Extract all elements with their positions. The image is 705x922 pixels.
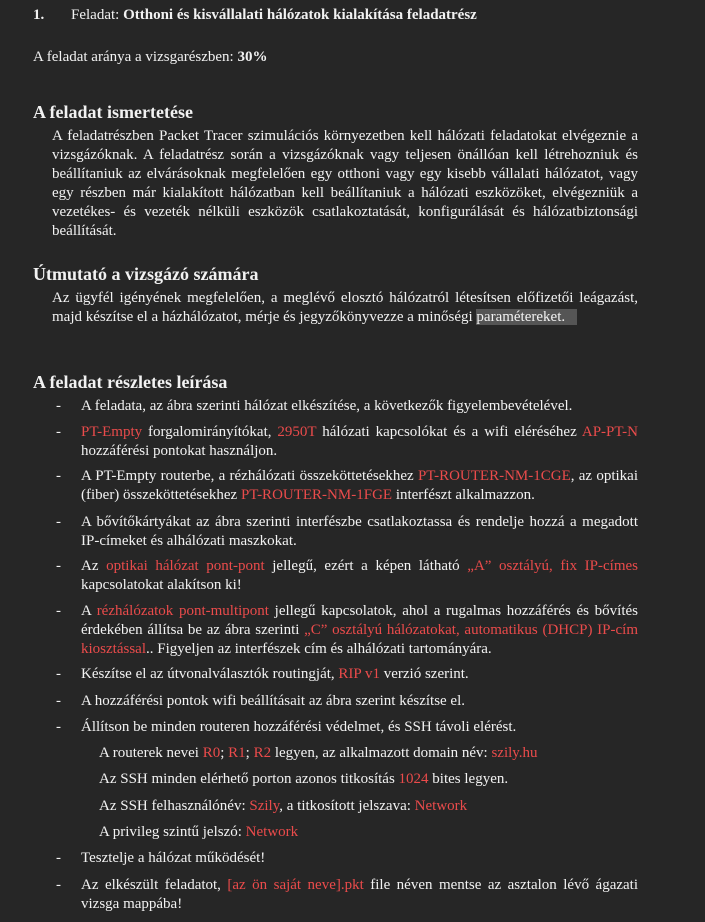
highlighted-term: Network bbox=[245, 824, 299, 840]
text-run: ; bbox=[245, 745, 254, 761]
ssh-sub-item bbox=[99, 797, 467, 816]
highlighted-term: [az ön saját neve].pkt bbox=[227, 877, 364, 893]
guide-text bbox=[52, 289, 638, 327]
task-list-item-text bbox=[81, 665, 638, 684]
text-run: hozzáférési pontokat használjon. bbox=[81, 443, 278, 459]
task-label: Feladat: bbox=[71, 7, 120, 23]
task-list-item-text bbox=[81, 849, 638, 868]
text-run: A feladata, az ábra szerinti hálózat elkészítése, a következők figyelembevételével. bbox=[81, 398, 573, 414]
task-number: 1. bbox=[33, 7, 45, 23]
highlighted-term: R0 bbox=[202, 745, 221, 761]
text-run: Az bbox=[81, 558, 107, 574]
task-list-item-text bbox=[81, 467, 638, 505]
task-list-item-text bbox=[81, 602, 638, 659]
highlighted-term: R2 bbox=[253, 745, 272, 761]
task-list-item bbox=[56, 665, 638, 684]
highlighted-term: „C” osztályú hálózatokat, automatikus (DHCP) IP-cím kiosztással bbox=[81, 622, 638, 657]
guide-text-main: Az ügyfél igényének megfelelően, a meglévő elosztó hálózatról létesítsen előfizetői leágazást, majd készítse el a házhálózatot, mérje és jegyzőkönyvezze a minőségi bbox=[52, 290, 638, 325]
ssh-sub-item bbox=[99, 770, 508, 789]
task-list-item bbox=[56, 692, 638, 711]
text-run: A routerek nevei bbox=[99, 745, 203, 761]
dash-bullet: - bbox=[56, 424, 61, 440]
ratio-value: 30% bbox=[237, 49, 268, 65]
task-list-item bbox=[56, 513, 638, 551]
dash-bullet: - bbox=[56, 514, 61, 530]
text-run: Készítse el az útvonalválasztók routingját, bbox=[81, 666, 339, 682]
text-run: hálózati kapcsolókat és a wifi eléréséhez bbox=[316, 424, 582, 440]
text-run: ; bbox=[220, 745, 229, 761]
task-list-item bbox=[56, 397, 638, 416]
highlighted-term: rézhálózatok pont-multipont bbox=[96, 603, 269, 619]
text-run: A bbox=[81, 603, 97, 619]
dash-bullet: - bbox=[56, 693, 61, 709]
dash-bullet: - bbox=[56, 877, 61, 893]
text-run: interfészt alkalmazzon. bbox=[392, 487, 535, 503]
task-list-item bbox=[56, 849, 638, 868]
text-run: A privileg szintű jelszó: bbox=[99, 824, 246, 840]
text-run: Tesztelje a hálózat működését! bbox=[81, 850, 266, 866]
text-run: kapcsolatokat alakítson ki! bbox=[81, 577, 242, 593]
dash-bullet: - bbox=[56, 558, 61, 574]
text-run: file néven mentse az asztalon lévő ágazati vizsga mappába! bbox=[81, 877, 638, 912]
highlighted-term: 1024 bbox=[398, 771, 429, 787]
text-run: .. Figyeljen az interfészek cím és alhálózati tartományára. bbox=[146, 641, 492, 657]
text-run: legyen, az alkalmazott domain név: bbox=[271, 745, 492, 761]
highlighted-term: RIP v1 bbox=[338, 666, 380, 682]
highlighted-term: optikai hálózat pont-pont bbox=[106, 558, 265, 574]
task-list-item bbox=[56, 876, 638, 914]
highlighted-term: R1 bbox=[228, 745, 246, 761]
text-run: Állítson be minden routeren hozzáférési védelmet, és SSH távoli elérést. bbox=[81, 719, 517, 735]
task-ratio bbox=[33, 48, 267, 67]
task-list-item bbox=[56, 718, 638, 737]
text-run: A bővítőkártyákat az ábra szerinti interfészbe csatlakoztassa és rendelje hozzá a megadott IP-címeket és alhálózati maszkokat. bbox=[81, 514, 638, 549]
task-list-item-text bbox=[81, 876, 638, 914]
dash-bullet: - bbox=[56, 850, 61, 866]
task-list-item-text bbox=[81, 718, 638, 737]
text-run: jellegű kapcsolatok, ahol a rugalmas hozzáférés és bővítés érdekében állítsa be az ábra szerinti bbox=[81, 603, 638, 638]
overview-text: A feladatrészben Packet Tracer szimulációs környezetben kell hálózati feladatokat elvégeznie a vizsgázóknak. A feladatrész során a vizsgázóknak vagy teljesen önállóan kell létrehozniuk és beállítaniuk az elvárásoknak megfelelően egy otthoni vagy egy kisebb vállalati hálózatot, vagy egy részben már kialakított hálózatban kell beállítaniuk a hálózati eszközöket, elvégezniük a vezetékes- és vezeték nélküli eszközök csatlakoztatását, konfigurálását és hálózatbiztonsági beállítását. bbox=[52, 128, 638, 239]
highlighted-term: szily.hu bbox=[491, 745, 538, 761]
dash-bullet: - bbox=[56, 666, 61, 682]
task-list-item-text bbox=[81, 557, 638, 595]
text-run: Az SSH felhasználónév: bbox=[99, 798, 250, 814]
ssh-sub-item bbox=[99, 823, 298, 842]
overview-heading: A feladat ismertetése bbox=[33, 102, 193, 122]
text-run: , az optikai (fiber) összeköttetésekhez bbox=[81, 468, 638, 503]
task-list-item bbox=[56, 602, 638, 659]
ratio-label: A feladat aránya a vizsgarészben: bbox=[33, 49, 234, 65]
highlighted-term: „A” osztályú, fix IP-címes bbox=[467, 558, 638, 574]
text-run: verzió szerint. bbox=[379, 666, 469, 682]
details-heading: A feladat részletes leírása bbox=[33, 372, 228, 392]
task-list-item-text bbox=[81, 692, 638, 711]
task-list-item-text bbox=[81, 513, 638, 551]
highlighted-term: Szily bbox=[249, 798, 280, 814]
text-run: , a titkosított jelszava: bbox=[279, 798, 415, 814]
highlighted-term: 2950T bbox=[277, 424, 317, 440]
text-run: forgalomirányítókat, bbox=[142, 424, 278, 440]
text-run: Az SSH minden elérhető porton azonos titkosítás bbox=[99, 771, 399, 787]
dash-bullet: - bbox=[56, 468, 61, 484]
text-run: jellegű, ezért a képen látható bbox=[264, 558, 468, 574]
guide-text-highlighted[interactable]: paramétereket. bbox=[476, 309, 577, 325]
highlighted-term: PT-Empty bbox=[81, 424, 143, 440]
text-run: A PT-Empty routerbe, a rézhálózati összeköttetésekhez bbox=[81, 468, 418, 484]
task-list-item-text bbox=[81, 397, 638, 416]
task-header bbox=[33, 6, 477, 25]
highlighted-term: PT-ROUTER-NM-1CGE bbox=[417, 468, 571, 484]
dash-bullet: - bbox=[56, 398, 61, 414]
ssh-sub-item bbox=[99, 744, 538, 763]
task-list-item bbox=[56, 467, 638, 505]
task-list-item-text bbox=[81, 423, 638, 461]
task-title: Otthoni és kisvállalati hálózatok kialakítása feladatrész bbox=[123, 7, 477, 23]
highlighted-term: PT-ROUTER-NM-1FGE bbox=[240, 487, 393, 503]
text-run: A hozzáférési pontok wifi beállításait az ábra szerint készítse el. bbox=[81, 693, 466, 709]
guide-heading: Útmutató a vizsgázó számára bbox=[33, 264, 259, 284]
task-list-item bbox=[56, 557, 638, 595]
text-run: Az elkészült feladatot, bbox=[81, 877, 228, 893]
highlighted-term: Network bbox=[414, 798, 468, 814]
highlighted-term: AP-PT-N bbox=[581, 424, 638, 440]
text-run: bites legyen. bbox=[428, 771, 509, 787]
task-list-item bbox=[56, 423, 638, 461]
dash-bullet: - bbox=[56, 719, 61, 735]
dash-bullet: - bbox=[56, 603, 61, 619]
